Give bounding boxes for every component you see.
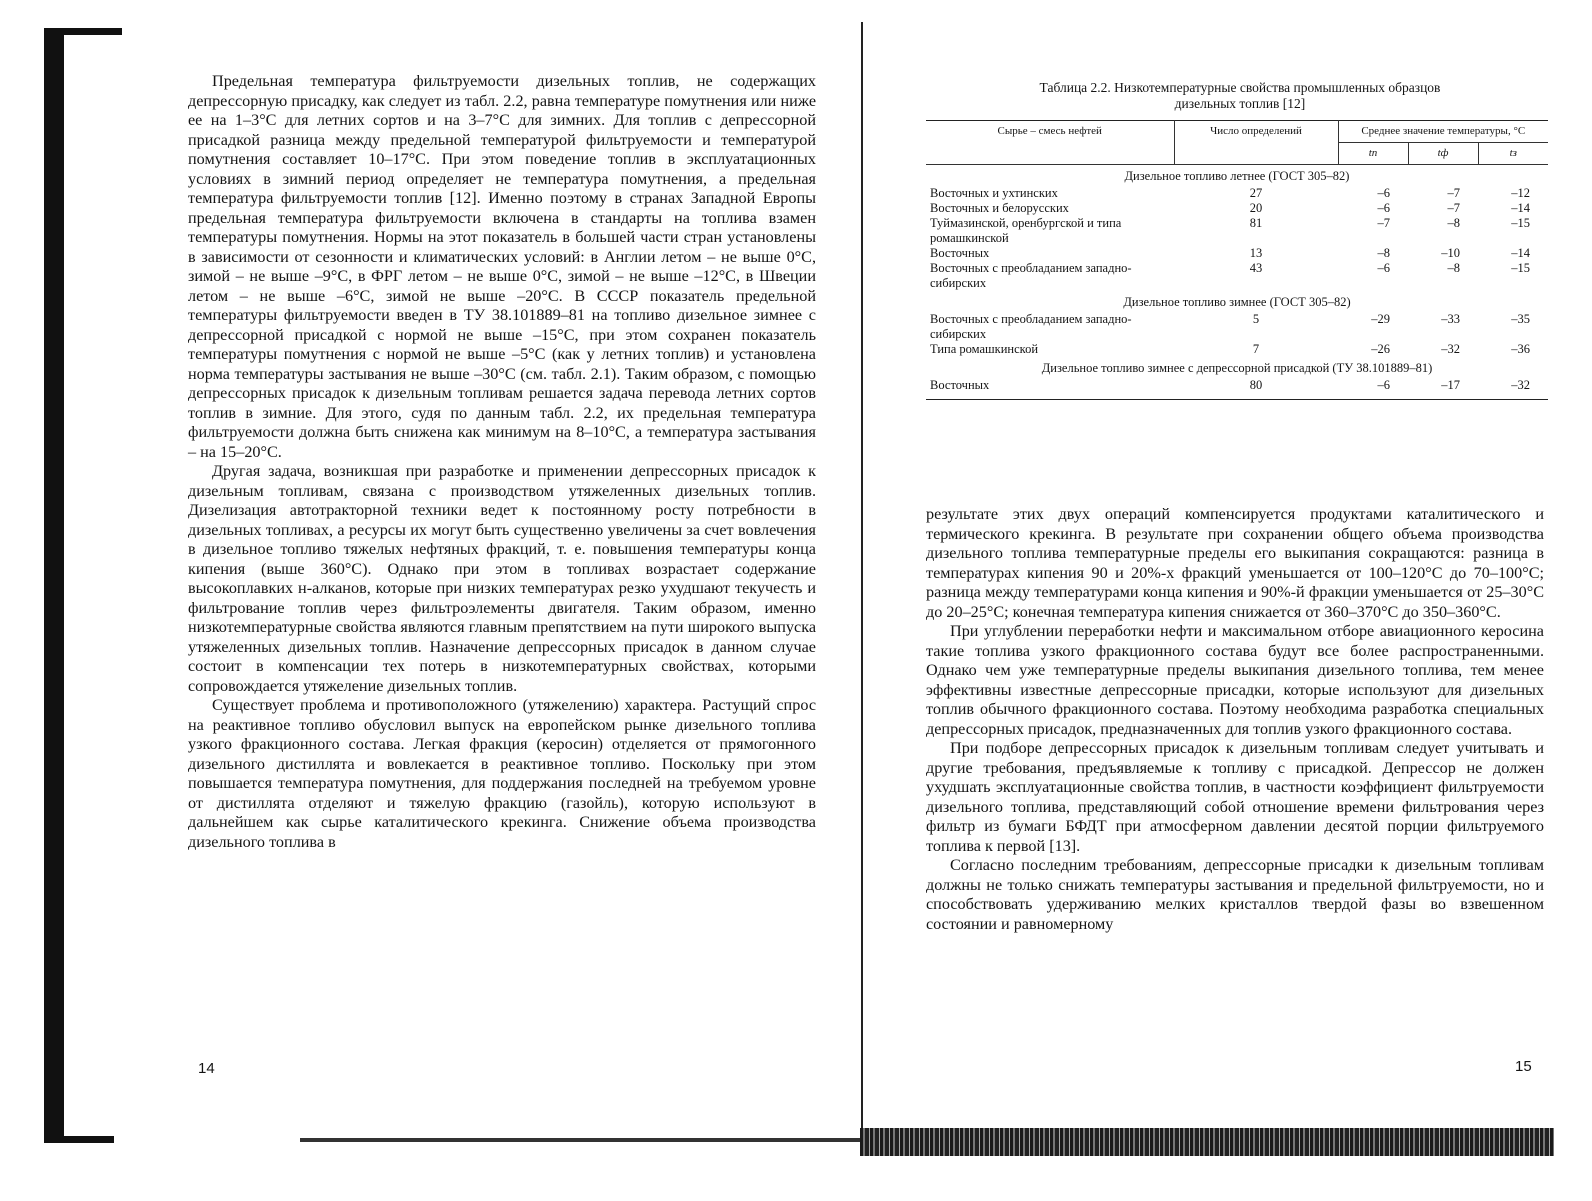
page-fold xyxy=(861,22,863,1152)
header-t-pour: tз xyxy=(1478,143,1548,165)
cell-t-cloud: –6 xyxy=(1377,261,1390,275)
table-row xyxy=(926,186,1548,201)
cell-count: 80 xyxy=(1174,378,1338,400)
paragraph: результате этих двух операций компенсируется продуктами каталитического и термического крекинга. В результате при сохранении общего объема производства дизельного топлива температурные пределы его выкипания сокращаются: разница в температурах кипения 90 и 20%-х фракций уменьшается от 100–120°С до 70–100°С; разница между температурами конца кипения и 90%-й фракции уменьшается от 25–30°С до 20–25°С; конечная температура кипения снижается от 360–370°С до 350–360°С. xyxy=(926,505,1544,621)
table-section-row xyxy=(926,165,1548,187)
cell-feed: Восточных с преобладанием западно-сибирских xyxy=(930,261,1132,290)
cell-t-filter: –7 xyxy=(1447,186,1460,200)
table-section-title: Дизельное топливо летнее (ГОСТ 305–82) xyxy=(1124,169,1350,183)
cell-count: 27 xyxy=(1249,186,1263,200)
binding-edge-top xyxy=(44,28,122,35)
table-section-title: Дизельное топливо зимнее (ГОСТ 305–82) xyxy=(1123,295,1351,309)
cell-feed: Типа ромашкинской xyxy=(930,342,1039,356)
left-page-body xyxy=(188,72,816,852)
cell-t-pour: –14 xyxy=(1511,201,1530,215)
table-row xyxy=(926,261,1548,291)
header-count: Число определений xyxy=(1174,121,1338,165)
cell-feed: Туймазинской, оренбургской и типа ромашкинской xyxy=(930,216,1122,245)
table-section-row xyxy=(926,291,1548,312)
header-feed: Сырье – смесь нефтей xyxy=(926,121,1174,165)
cell-count: 43 xyxy=(1249,261,1263,275)
cell-t-pour: –15 xyxy=(1511,216,1530,230)
cell-t-cloud: –7 xyxy=(1377,216,1390,230)
paragraph: Существует проблема и противоположного (утяжелению) характера. Растущий спрос на реактивное топливо обусловил выпуск на европейском рынке дизельного топлива узкого фракционного состава. Легкая фракция (керосин) отделяется от прямогонного дизельного дистиллята и вовлекается в реактивное топливо. Поскольку при этом повышается температура помутнения, для поддержания последней на требуемом уровне от дистиллята отделяют и тяжелую фракцию (газойль), которую используют в дальнейшем как сырье каталитического крекинга. Снижение объема производства дизельного топлива в xyxy=(188,696,816,851)
cell-t-pour: –32 xyxy=(1478,378,1548,400)
paragraph: При подборе депрессорных присадок к дизельным топливам следует учитывать и другие требования, предъявляемые к топливу с присадкой. Депрессор не должен ухудшать эксплуатационные свойства топлив, в частности коэффициент фильтруемости дизельного топлива, представляющий собой отношение времени фильтрования через фильтр из бумаги БФДТ при атмосферном давлении десятой порции фильтруемого топлива к первой [13]. xyxy=(926,739,1544,855)
cell-t-filter: –8 xyxy=(1447,261,1460,275)
page-number-left: 14 xyxy=(198,1060,215,1077)
paragraph: При углублении переработки нефти и максимальном отборе авиационного керосина такие топлива узкого фракционного состава будут все более распространенными. Однако чем уже температурные пределы выкипания дизельного топлива, тем менее эффективны известные депрессорные присадки, которые используют для дизельных топлив обычного фракционного состава. Поэтому необходима разработка специальных депрессорных присадок, предназначенных для топлив узкого фракционного состава. xyxy=(926,622,1544,738)
cell-t-filter: –7 xyxy=(1447,201,1460,215)
table-caption-line: дизельных топлив [12] xyxy=(1174,96,1306,111)
cell-feed: Восточных и белорусских xyxy=(930,201,1069,215)
low-temperature-properties-table xyxy=(926,120,1548,400)
cell-t-filter: –33 xyxy=(1441,312,1460,326)
paragraph: Согласно последним требованиям, депрессорные присадки к дизельным топливам должны не только снижать температуры застывания и предельной фильтруемости, но и способствовать удерживанию мелких кристаллов твердой фазы во взвешенном состоянии и равномерному xyxy=(926,856,1544,933)
cell-feed: Восточных xyxy=(930,246,990,260)
header-t-filter: tф xyxy=(1408,143,1478,165)
paragraph: Предельная температура фильтруемости дизельных топлив, не содержащих депрессорную присадку, как следует из табл. 2.2, равна температуре помутнения или ниже ее на 1–3°С для летних сортов и на 3–7°С для зимних. Для топлив с депрессорной присадкой разница между предельной температурой фильтруемости и температурой помутнения составляет 10–17°С. При этом поведение топлив в эксплуатационных условиях в зимний период определяет не температура помутнения, а предельная температура фильтруемости топлив [12]. Именно поэтому в странах Западной Европы предельная температура фильтруемости включена в стандарты на топлива взамен температуры помутнения. Нормы на этот показатель в большей части стран установлены в зависимости от сезонности и климатических условий: в Англии летом – не выше 0°С, зимой – не выше –9°С, в ФРГ летом – не выше 0°С, зимой – не выше –12°С, в Швеции летом – не выше –6°С, зимой не выше –20°С. В СССР показатель предельной температуры фильтруемости введен в ТУ 38.101889–81 на топливо дизельное зимнее с депрессорной присадкой с нормой не выше –15°С, при этом сохранен показатель температуры помутнения с нормой не выше –5°С (как у летних топлив) и установлена норма температуры застывания не выше –30°С (см. табл. 2.1). Таким образом, с помощью депрессорных присадок к дизельным топливам решается задача перевода летних сортов топлив в зимние. Для этого, судя по данным табл. 2.2, их предельная температура фильтруемости должна быть снижена как минимум на 8–10°С, а температура застывания – на 15–20°С. xyxy=(188,72,816,461)
cell-t-cloud: –29 xyxy=(1371,312,1390,326)
page-number-right: 15 xyxy=(1515,1058,1532,1075)
scan-edge xyxy=(300,1138,860,1142)
binding-edge xyxy=(44,28,64,1143)
cell-t-cloud: –26 xyxy=(1371,342,1390,356)
header-t-cloud: tп xyxy=(1338,143,1408,165)
table-row xyxy=(926,246,1548,261)
cell-t-cloud: –6 xyxy=(1338,378,1408,400)
cell-t-filter: –10 xyxy=(1441,246,1460,260)
cell-feed: Восточных и ухтинских xyxy=(930,186,1058,200)
cell-feed: Восточных xyxy=(926,378,1174,400)
cell-t-pour: –14 xyxy=(1511,246,1530,260)
cell-count: 81 xyxy=(1249,216,1263,230)
cell-t-pour: –12 xyxy=(1511,186,1530,200)
paragraph: Другая задача, возникшая при разработке и применении депрессорных присадок к дизельным топливам, связана с производством утяжеленных дизельных топлив. Дизелизация автотракторной техники ведет к постоянному росту потребности в дизельных топливах, а ресурсы их могут быть существенно увеличены за счет вовлечения в дизельное топливо тяжелых нефтяных фракций, т. е. повышения температуры конца кипения (выше 360°С). Однако при этом в топливах возрастает содержание высокоплавких н-алканов, которые при низких температурах резко ухудшают текучесть и фильтрование топлив через фильтроэлементы двигателя. Таким образом, именно низкотемпературные свойства являются главным препятствием на пути широкого выпуска утяжеленных дизельных топлив. Назначение депрессорных присадок в данном случае состоит в компенсации тех потерь в низкотемпературных свойствах, которыми сопровождается утяжеление дизельных топлив. xyxy=(188,462,816,695)
cell-t-pour: –15 xyxy=(1511,261,1530,275)
table-row xyxy=(926,201,1548,216)
table-row xyxy=(926,312,1548,342)
table-caption-line: Таблица 2.2. Низкотемпературные свойства промышленных образцов xyxy=(1039,80,1441,95)
cell-count: 20 xyxy=(1249,201,1263,215)
cell-t-filter: –8 xyxy=(1447,216,1460,230)
cell-t-cloud: –6 xyxy=(1377,201,1390,215)
cell-count: 5 xyxy=(1252,312,1260,326)
binding-edge-bottom xyxy=(44,1136,114,1143)
cell-t-filter: –17 xyxy=(1408,378,1478,400)
cell-count: 13 xyxy=(1249,246,1263,260)
header-average-temp: Среднее значение температуры, °С xyxy=(1338,121,1548,143)
table-section-row xyxy=(926,357,1548,378)
table-caption xyxy=(980,80,1500,112)
cell-t-cloud: –6 xyxy=(1377,186,1390,200)
cell-t-pour: –36 xyxy=(1511,342,1530,356)
table-row xyxy=(926,378,1548,400)
table-section-title: Дизельное топливо зимнее с депрессорной присадкой (ТУ 38.101889–81) xyxy=(1041,361,1433,375)
cell-t-cloud: –8 xyxy=(1377,246,1390,260)
right-page-body xyxy=(926,505,1544,934)
table-row xyxy=(926,216,1548,246)
table-row xyxy=(926,342,1548,357)
cell-count: 7 xyxy=(1252,342,1260,356)
scan-artifact xyxy=(860,1128,1554,1156)
cell-t-pour: –35 xyxy=(1511,312,1530,326)
table-body xyxy=(926,165,1548,400)
cell-feed: Восточных с преобладанием западно-сибирских xyxy=(930,312,1132,341)
cell-t-filter: –32 xyxy=(1441,342,1460,356)
